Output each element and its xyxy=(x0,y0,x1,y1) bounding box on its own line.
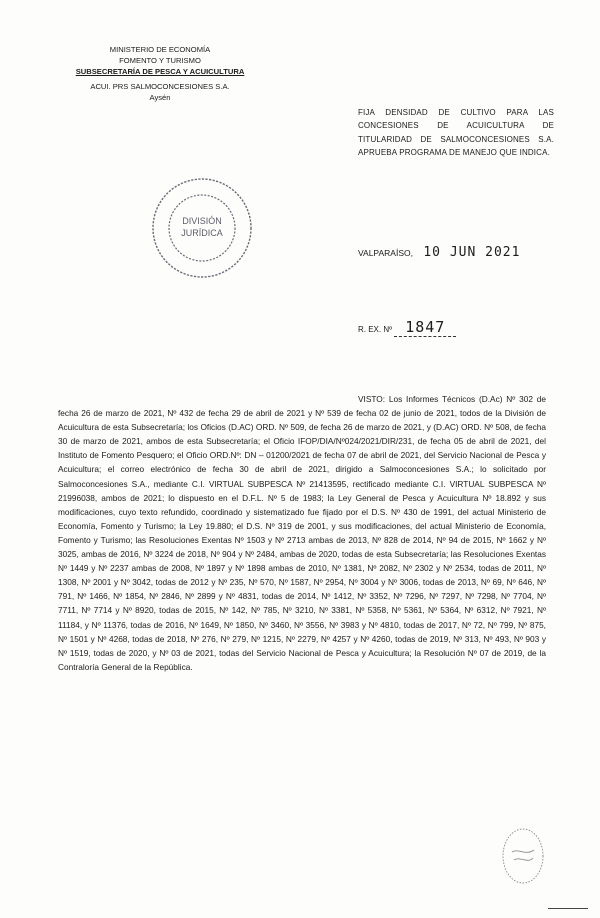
footer-rule xyxy=(548,908,588,909)
resolution-subject: FIJA DENSIDAD DE CULTIVO PARA LAS CONCESIONES DE ACUICULTURA DE TITULARIDAD DE SALMOCONCESIONES S.A. APRUEBA PROGRAMA DE MANEJO QUE INDICA. xyxy=(358,108,554,158)
initials-stamp xyxy=(500,826,546,886)
subsecretaria-line: SUBSECRETARÍA DE PESCA Y ACUICULTURA xyxy=(75,67,245,76)
rex-number: 1847 xyxy=(394,318,456,337)
date-stamp: 10 JUN 2021 xyxy=(423,245,521,260)
issuer-header xyxy=(60,44,260,103)
resolution-number xyxy=(358,318,456,337)
division-juridica-stamp xyxy=(150,176,254,280)
ministry-line: MINISTERIO DE ECONOMÍA xyxy=(109,45,211,54)
stamp-text-2: JURÍDICA xyxy=(181,228,223,238)
file-reference: ACUI. PRS SALMOCONCESIONES S.A. xyxy=(90,82,230,91)
place: VALPARAÍSO, xyxy=(358,248,413,258)
region-line: Aysén xyxy=(149,93,171,102)
rex-label: R. EX. Nº xyxy=(358,325,393,334)
stamp-text-1: DIVISIÓN xyxy=(182,216,222,226)
place-date xyxy=(358,245,520,260)
ministry-line-2: FOMENTO Y TURISMO xyxy=(119,56,201,65)
visto-paragraph: VISTO: Los Informes Técnicos (D.Ac) Nº 302 de fecha 26 de marzo de 2021, Nº 432 de fecha 29 de abril de 2021 y Nº 539 de fecha 02 de junio de 2021, todos de la División de Acuicultura de esta Subsecretaría; los Oficios (D.AC) ORD. Nº 509, de fecha 26 de marzo de 2021, y (D.AC) ORD. Nº 508, de fecha 30 de marzo de 2021, ambos de esta Subsecretaría; el Oficio IFOP/DIA/Nº024/2021/DIR/231, de fecha 05 de abril de 2021, del Instituto de Fomento Pesquero; el Oficio ORD.Nº: DN – 01200/2021 de fecha 07 de abril de 2021, del Servicio Nacional de Pesca y Acuicultura; el correo electrónico de fecha 30 de abril de 2021, dirigido a Salmoconcesiones S.A.; lo solicitado por Salmoconcesiones S.A., mediante C.I. VIRTUAL SUBPESCA Nº 21413595, rectificado mediante C.I. VIRTUAL SUBPESCA Nº 21996038, ambos de 2021; lo dispuesto en el D.F.L. Nº 5 de 1983; la Ley General de Pesca y Acuicultura Nº 18.892 y sus modificaciones, cuyo texto refundido, coordinado y sistematizado fue fijado por el D.S. Nº 430 de 1991, del actual Ministerio de Economía, Fomento y Turismo; la Ley 19.880; el D.S. Nº 319 de 2001, y sus modificaciones, del actual Ministerio de Economía, Fomento y Turismo; las Resoluciones Exentas Nº 1503 y Nº 2713 ambas de 2013, Nº 828 de 2014, Nº 94 de 2015, Nº 1662 y Nº 3025, ambas de 2016, Nº 3224 de 2018, Nº 904 y Nº 2484, ambas de 2020, todas de esta Subsecretaría; las Resoluciones Exentas Nº 1449 y Nº 2237 ambas de 2008, Nº 1897 y Nº 1898 ambas de 2010, Nº 1381, Nº 2082, Nº 2302 y Nº 2534, todas de 2011, Nº 1308, Nº 2001 y Nº 3042, todas de 2012 y Nº 235, Nº 570, Nº 1587, Nº 2954, Nº 3004 y Nº 3006, todas de 2013, Nº 69, Nº 646, Nº 791, Nº 1466, Nº 1854, Nº 2846, Nº 2899 y Nº 4831, todas de 2014, Nº 1412, Nº 3352, Nº 7296, Nº 7297, Nº 7298, Nº 7704, Nº 7711, Nº 7714 y Nº 8920, todas de 2015, Nº 142, Nº 785, Nº 3210, Nº 3381, Nº 5358, Nº 5361, Nº 5364, Nº 6312, Nº 7921, Nº 11184, y Nº 11376, todas de 2016, Nº 1649, Nº 1850, Nº 3460, Nº 3556, Nº 3983 y Nº 4810, todas de 2017, Nº 72, Nº 799, Nº 875, Nº 1501 y Nº 4268, todas de 2018, Nº 276, Nº 279, Nº 1215, Nº 2279, Nº 4257 y Nº 4260, todas de 2019, Nº 313, Nº 493, Nº 903 y Nº 1519, todas de 2020, y Nº 03 de 2021, todas del Servicio Nacional de Pesca y Acuicultura; la Resolución Nº 07 de 2019, de la Contraloría General de la República. xyxy=(58,394,546,672)
